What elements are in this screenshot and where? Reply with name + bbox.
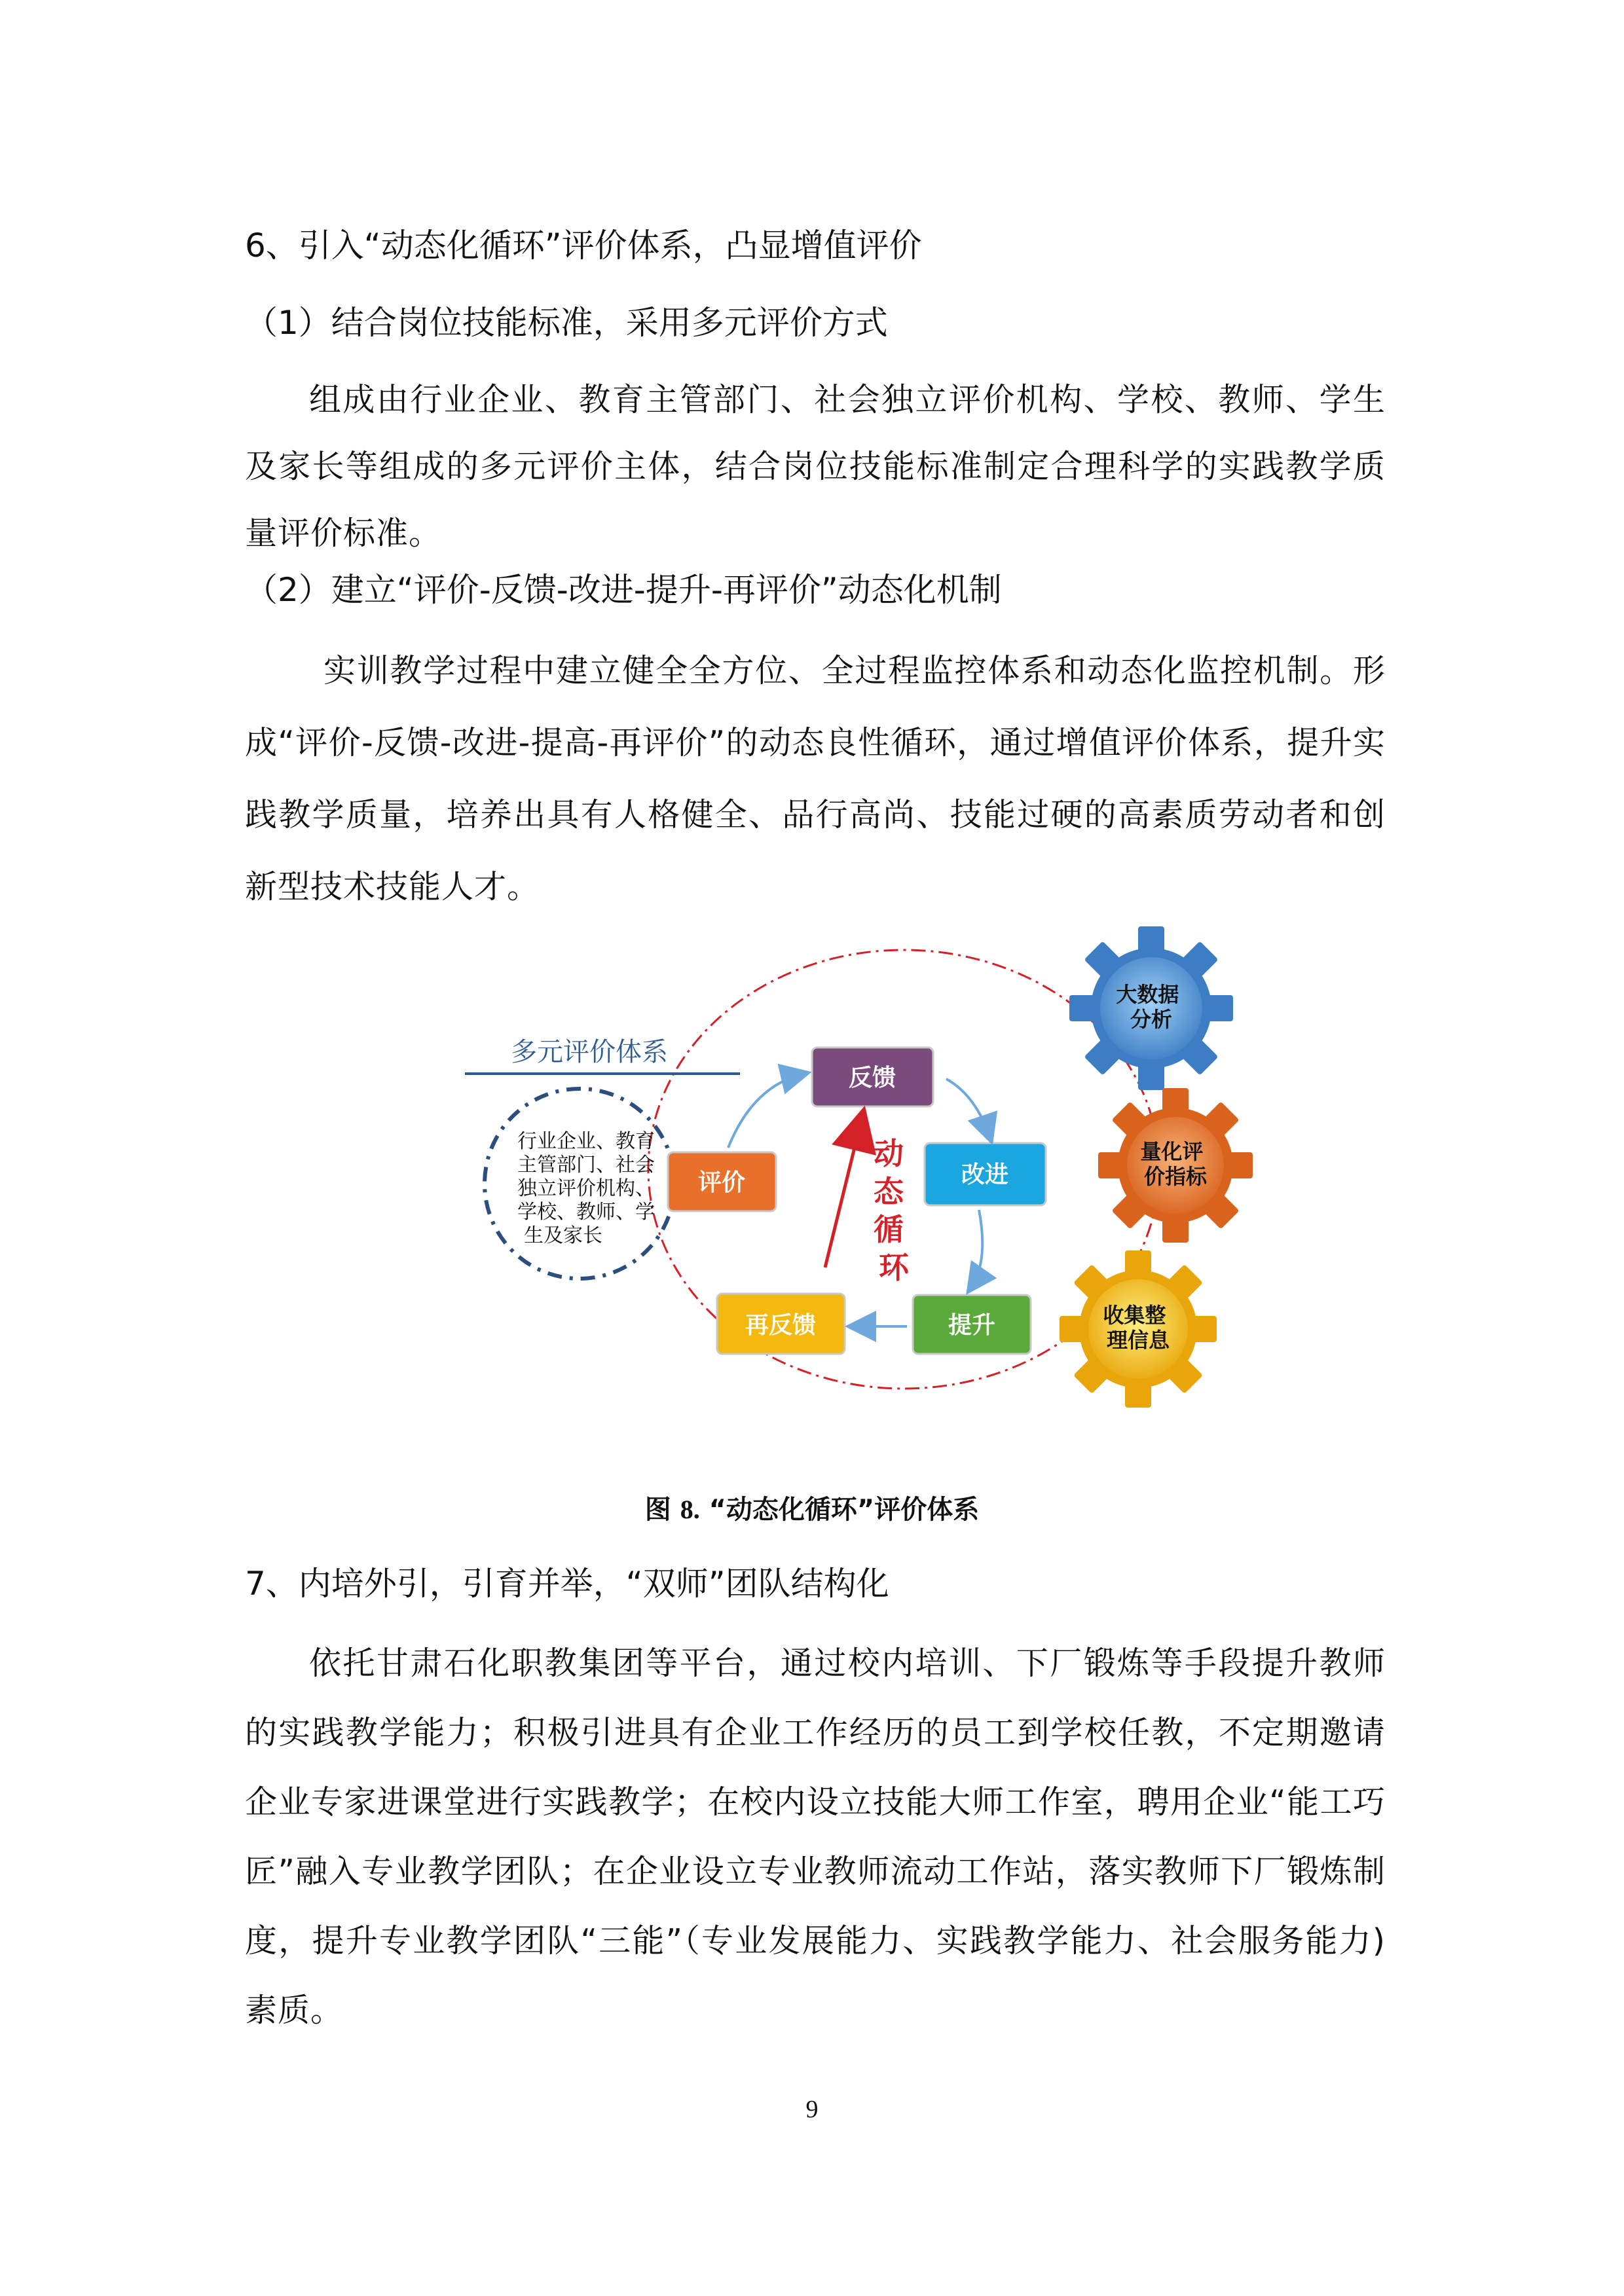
step-improve (925, 1143, 1046, 1205)
section7-heading: 7、内培外引，引育并举，“双师”团队结构化 (245, 1565, 889, 1603)
system-title: 多元评价体系 (511, 1037, 668, 1067)
svg-text:大数据 分析: 大数据 分析 (1116, 982, 1179, 1032)
dynamic-cycle-diagram (445, 922, 1270, 1439)
arrow-improve-to-enhance (970, 1210, 982, 1288)
subjects-text (517, 1130, 661, 1247)
caption-label: 图 (644, 1495, 671, 1525)
center-label: 动 态 循 环 (873, 1136, 909, 1285)
section7-paragraph: 依托甘肃石化职教集团等平台，通过校内培训、下厂锻炼等手段提升教师的实践教学能力；积极引进具有企业工作经历的员工到学校任教，不定期邀请企业专家进课堂进行实践教学；在校内设立技能大师工作室，聘用企业“能工巧匠”融入专业教学团队；在企业设立专业教师流动工作站，落实教师下厂锻炼制度，提升专业教学团队“三能”（专业发展能力、实践教学能力、社会服务能力)素质。 (245, 1645, 1386, 2029)
section6-sub1-paragraph: 组成由行业企业、教育主管部门、社会独立评价机构、学校、教师、学生及家长等组成的多元评价主体，结合岗位技能标准制定合理科学的实践教学质量评价标准。 (245, 381, 1386, 552)
figure-caption (0, 1491, 1624, 1528)
page-number: 9 (805, 2096, 819, 2123)
step-refeedback (717, 1294, 845, 1354)
svg-text:量化评 价指标: 量化评 价指标 (1140, 1139, 1208, 1189)
svg-text:再反馈: 再反馈 (745, 1312, 817, 1339)
svg-text:改进: 改进 (961, 1161, 1009, 1188)
figure-dynamic-cycle (445, 922, 1270, 1439)
section6-sub2-heading: （2）建立“评价-反馈-改进-提升-再评价”动态化机制 (245, 571, 1002, 609)
subject-line-5: 生及家长 (524, 1224, 602, 1247)
gear-info-icon (1060, 1250, 1217, 1408)
subject-line-2: 主管部门、社会 (517, 1154, 655, 1176)
caption-text: “动态化循环”评价体系 (709, 1495, 980, 1525)
svg-text:提升: 提升 (948, 1312, 996, 1339)
step-feedback (812, 1048, 933, 1106)
gear-big-data-icon (1069, 926, 1233, 1090)
section6-sub1-heading: （1）结合岗位技能标准，采用多元评价方式 (245, 304, 888, 342)
section6-heading: 6、引入“动态化循环”评价体系，凸显增值评价 (245, 227, 922, 264)
section6-sub2-paragraph: 实训教学过程中建立健全全方位、全过程监控体系和动态化监控机制。形成“评价-反馈-改进-提高-再评价”的动态良性循环，通过增值评价体系，提升实践教学质量，培养出具有人格健全、品行高尚、技能过硬的高素质劳动者和创新型技术技能人才。 (245, 652, 1386, 905)
subject-line-1: 行业企业、教育 (517, 1130, 655, 1153)
step-evaluate (668, 1152, 776, 1211)
svg-text:反馈: 反馈 (848, 1065, 896, 1091)
step-enhance (913, 1295, 1031, 1354)
subject-line-3: 独立评价机构、 (517, 1177, 655, 1200)
svg-text:收集整 理信息: 收集整 理信息 (1103, 1303, 1170, 1353)
arrow-feedback-to-improve (946, 1079, 990, 1138)
caption-number: 8. (680, 1495, 700, 1524)
dynamic-cycle-arrow (825, 1118, 862, 1267)
subject-line-4: 学校、教师、学 (517, 1201, 655, 1224)
gear-indicators-icon (1098, 1088, 1253, 1243)
svg-text:评价: 评价 (697, 1169, 746, 1196)
arrow-evaluate-to-feedback (728, 1074, 804, 1148)
